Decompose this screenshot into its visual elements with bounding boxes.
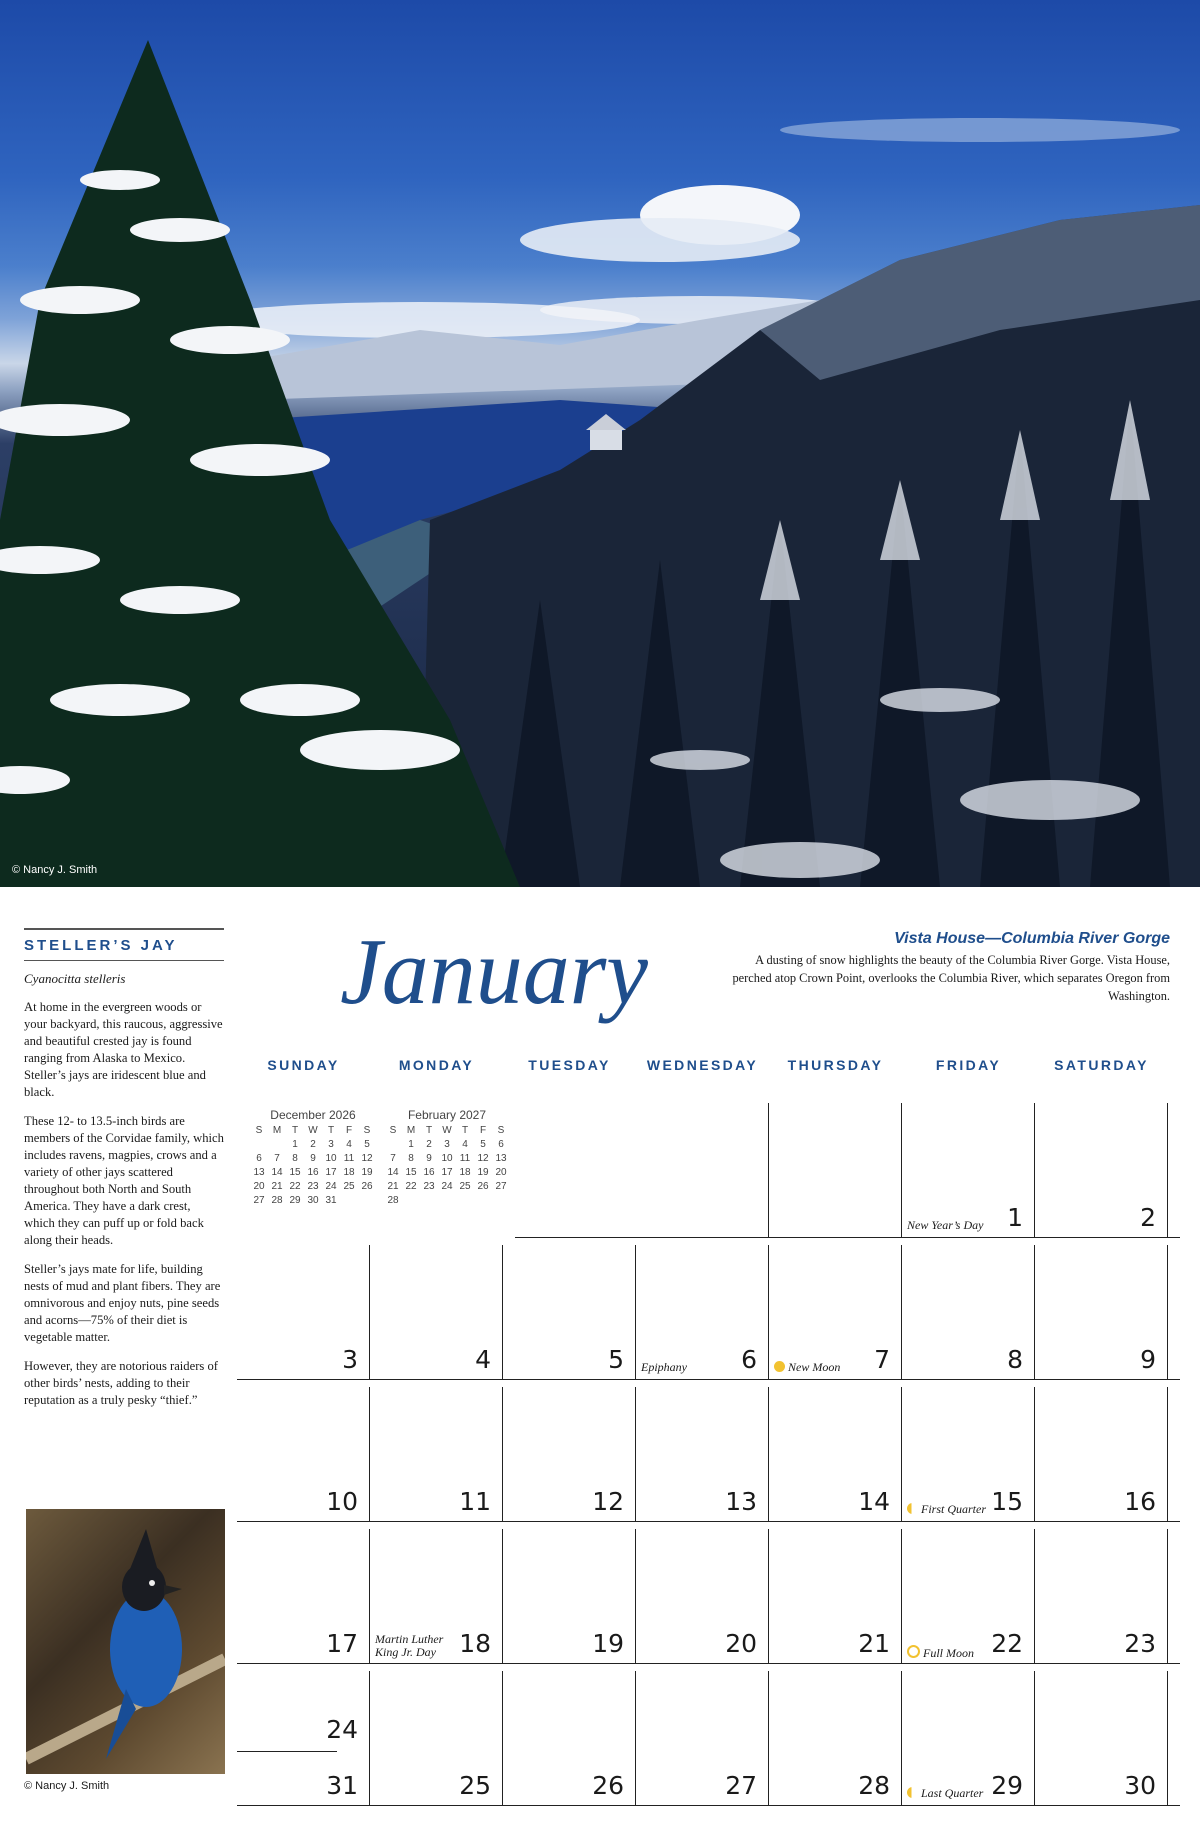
grid-column-line — [768, 1529, 769, 1663]
day-number: 25 — [459, 1771, 491, 1800]
bird-paragraph: These 12- to 13.5-inch birds are members of the Corvidae family, which includes ravens, magpies, crows and a variety of other jays scattered throughout both North and South America. They have a dark crest, which they can puff up or fold back along their heads. — [24, 1114, 224, 1247]
full-moon-icon — [907, 1645, 920, 1658]
mini-weekday: S — [255, 1125, 263, 1136]
grid-column-line — [1034, 1245, 1035, 1379]
day-number: 28 — [858, 1771, 890, 1800]
first-moon-icon — [907, 1503, 918, 1514]
mini-day: 10 — [441, 1153, 453, 1164]
mini-day: 26 — [477, 1181, 489, 1192]
mini-weekday: T — [425, 1125, 433, 1136]
mini-day: 13 — [495, 1153, 507, 1164]
mini-day: 13 — [253, 1167, 265, 1178]
mini-calendar-title: February 2027 — [407, 1108, 487, 1122]
bird-photo-credit: © Nancy J. Smith — [24, 1780, 110, 1792]
mini-day — [420, 1194, 438, 1208]
day-number: 14 — [858, 1487, 890, 1516]
grid-column-line — [1167, 1103, 1168, 1237]
mini-day: 4 — [462, 1139, 468, 1150]
mini-day: 25 — [459, 1181, 471, 1192]
mini-day: 5 — [364, 1139, 370, 1150]
day-event-label: Martin Luther King Jr. Day — [375, 1632, 444, 1659]
mini-day — [340, 1194, 358, 1208]
mini-day: 1 — [292, 1139, 298, 1150]
grid-column-line — [369, 1245, 370, 1379]
grid-column-line — [635, 1671, 636, 1805]
mini-day — [492, 1194, 510, 1208]
mini-weekday: M — [406, 1125, 416, 1136]
mini-day — [402, 1194, 420, 1208]
mini-weekday: S — [363, 1125, 371, 1136]
mini-day: 9 — [426, 1153, 432, 1164]
mini-day: 8 — [408, 1153, 414, 1164]
day-event — [907, 1645, 1017, 1660]
mini-day: 23 — [423, 1181, 435, 1192]
day-number: 24 — [326, 1715, 358, 1744]
bird-name: STELLER’S JAY — [24, 928, 224, 961]
mini-day: 18 — [459, 1167, 471, 1178]
grid-column-line — [1167, 1671, 1168, 1805]
mini-day: 2 — [310, 1139, 316, 1150]
mini-day: 27 — [495, 1181, 507, 1192]
day-number: 7 — [874, 1345, 890, 1374]
landscape-illustration — [0, 0, 1200, 887]
day-number: 27 — [725, 1771, 757, 1800]
mini-day: 30 — [307, 1195, 319, 1206]
landscape-photo — [0, 0, 1200, 887]
grid-column-line — [1034, 1387, 1035, 1521]
mini-day: 14 — [271, 1167, 283, 1178]
grid-column-line — [1034, 1671, 1035, 1805]
mini-day — [456, 1194, 474, 1208]
mini-day: 20 — [495, 1167, 507, 1178]
grid-column-line — [502, 1387, 503, 1521]
grid-column-line — [502, 1245, 503, 1379]
mini-day: 26 — [361, 1181, 373, 1192]
mini-day: 5 — [480, 1139, 486, 1150]
day-number: 30 — [1124, 1771, 1156, 1800]
mini-weekday: S — [389, 1125, 397, 1136]
bird-paragraph: Steller’s jays mate for life, building nests of mud and plant fibers. They are omnivorous and enjoy nuts, pine seeds and acorns—75% of their diet is vegetable matter. — [24, 1262, 221, 1344]
grid-row-line — [237, 1663, 1180, 1664]
mini-day: 18 — [343, 1167, 355, 1178]
photo-credit: © Nancy J. Smith — [12, 864, 98, 876]
grid-column-line — [1167, 1245, 1168, 1379]
day-number: 20 — [725, 1629, 757, 1658]
day-number: 22 — [991, 1629, 1023, 1658]
mini-day: 31 — [325, 1195, 337, 1206]
mini-calendar-next — [384, 1108, 510, 1208]
mini-weekday: T — [461, 1125, 469, 1136]
new-moon-icon — [774, 1361, 785, 1372]
mini-day: 3 — [444, 1139, 450, 1150]
day-number: 16 — [1124, 1487, 1156, 1516]
mini-day — [384, 1138, 402, 1152]
mini-weekday: W — [308, 1125, 318, 1136]
grid-column-line — [635, 1387, 636, 1521]
mini-day: 12 — [361, 1153, 373, 1164]
grid-row-line — [237, 1379, 1180, 1380]
day-number: 9 — [1140, 1345, 1156, 1374]
mini-day: 27 — [253, 1195, 265, 1206]
split-day-line — [237, 1751, 337, 1752]
mini-day: 21 — [387, 1181, 399, 1192]
day-event-label: New Year’s Day — [907, 1218, 984, 1232]
bird-paragraph: At home in the evergreen woods or your backyard, this raucous, aggressive and beautiful crested jay is found ranging from Alaska to Mexico. Steller’s jays are iridescent blue and black. — [24, 1000, 223, 1099]
day-number: 26 — [592, 1771, 624, 1800]
day-number: 2 — [1140, 1203, 1156, 1232]
day-number: 31 — [326, 1771, 358, 1800]
mini-day — [358, 1194, 376, 1208]
grid-column-line — [901, 1103, 902, 1237]
weekday-header-thursday: THURSDAY — [787, 1057, 884, 1073]
mini-weekday: F — [345, 1125, 353, 1136]
grid-row-line — [515, 1237, 1180, 1238]
bird-sidebar — [24, 928, 224, 1409]
photo-caption — [730, 930, 1170, 1005]
day-number: 3 — [342, 1345, 358, 1374]
day-event-label: New Moon — [788, 1360, 841, 1374]
day-number: 21 — [858, 1629, 890, 1658]
bird-latin-name: Cyanocitta stelleris — [24, 971, 126, 986]
mini-day: 22 — [289, 1181, 301, 1192]
day-number: 10 — [326, 1487, 358, 1516]
mini-calendar-grid — [250, 1124, 376, 1208]
day-number: 1 — [1007, 1203, 1023, 1232]
grid-column-line — [901, 1671, 902, 1805]
day-event — [907, 1503, 1017, 1516]
day-event — [641, 1361, 751, 1374]
grid-column-line — [635, 1529, 636, 1663]
weekday-header-tuesday: TUESDAY — [528, 1057, 611, 1073]
grid-row-line — [237, 1521, 1180, 1522]
day-event-label: First Quarter — [921, 1502, 987, 1516]
day-number: 15 — [991, 1487, 1023, 1516]
grid-column-line — [768, 1103, 769, 1237]
day-event — [774, 1361, 884, 1374]
mini-day: 10 — [325, 1153, 337, 1164]
mini-weekday: T — [327, 1125, 335, 1136]
mini-day: 9 — [310, 1153, 316, 1164]
mini-day: 2 — [426, 1139, 432, 1150]
grid-column-line — [901, 1245, 902, 1379]
weekday-header-friday: FRIDAY — [935, 1057, 1002, 1073]
day-number: 6 — [741, 1345, 757, 1374]
weekday-header-monday: MONDAY — [398, 1057, 475, 1073]
day-number: 12 — [592, 1487, 624, 1516]
grid-column-line — [369, 1529, 370, 1663]
mini-day: 6 — [256, 1153, 262, 1164]
mini-day — [268, 1138, 286, 1152]
mini-day: 22 — [405, 1181, 417, 1192]
mini-day: 29 — [289, 1195, 301, 1206]
day-number: 8 — [1007, 1345, 1023, 1374]
day-number: 19 — [592, 1629, 624, 1658]
mini-day: 6 — [498, 1139, 504, 1150]
grid-row-line — [237, 1805, 1180, 1806]
weekday-header-saturday: SATURDAY — [1054, 1057, 1149, 1073]
caption-text: A dusting of snow highlights the beauty of the Columbia River Gorge. Vista House, perched atop Crown Point, overlooks the Columbia River, which separates Oregon from Washington. — [732, 953, 1170, 1003]
mini-day: 8 — [292, 1153, 298, 1164]
grid-column-line — [502, 1671, 503, 1805]
mini-day: 12 — [477, 1153, 489, 1164]
mini-day: 14 — [387, 1167, 399, 1178]
mini-day — [250, 1138, 268, 1152]
mini-weekday: S — [497, 1125, 505, 1136]
day-event-label: Full Moon — [923, 1646, 974, 1660]
mini-day: 7 — [390, 1153, 396, 1164]
grid-column-line — [369, 1671, 370, 1805]
mini-day: 23 — [307, 1181, 319, 1192]
weekday-header-wednesday: WEDNESDAY — [646, 1057, 759, 1073]
mini-day: 16 — [423, 1167, 435, 1178]
mini-weekday: M — [272, 1125, 282, 1136]
mini-day — [474, 1194, 492, 1208]
mini-calendar-grid — [384, 1124, 510, 1208]
day-number: 23 — [1124, 1629, 1156, 1658]
day-event-label: Last Quarter — [921, 1786, 984, 1800]
bird-paragraph: However, they are notorious raiders of other birds’ nests, adding to their reputation as a truly pesky “thief.” — [24, 1359, 218, 1407]
month-title: January — [340, 920, 649, 1024]
grid-column-line — [369, 1387, 370, 1521]
mini-day — [438, 1194, 456, 1208]
day-number: 11 — [459, 1487, 491, 1516]
mini-calendar-previous — [250, 1108, 376, 1208]
day-number: 13 — [725, 1487, 757, 1516]
mini-weekday: T — [291, 1125, 299, 1136]
grid-column-line — [901, 1529, 902, 1663]
mini-day: 17 — [325, 1167, 337, 1178]
bird-photo — [26, 1509, 225, 1774]
day-number: 4 — [475, 1345, 491, 1374]
grid-column-line — [901, 1387, 902, 1521]
last-moon-icon — [907, 1787, 918, 1798]
mini-day: 25 — [343, 1181, 355, 1192]
day-event-label: Epiphany — [641, 1360, 687, 1374]
mini-day: 11 — [459, 1153, 471, 1164]
mini-day: 28 — [387, 1195, 399, 1206]
mini-day: 19 — [361, 1167, 373, 1178]
grid-column-line — [768, 1245, 769, 1379]
grid-column-line — [768, 1387, 769, 1521]
mini-day: 15 — [289, 1167, 301, 1178]
grid-column-line — [1167, 1387, 1168, 1521]
steller-jay-illustration — [26, 1509, 225, 1774]
mini-weekday: F — [479, 1125, 487, 1136]
mini-day: 24 — [325, 1181, 337, 1192]
grid-column-line — [1034, 1529, 1035, 1663]
weekday-header-sunday: SUNDAY — [267, 1057, 340, 1073]
day-number: 29 — [991, 1771, 1023, 1800]
mini-day: 21 — [271, 1181, 283, 1192]
mini-day: 20 — [253, 1181, 265, 1192]
mini-day: 11 — [343, 1153, 355, 1164]
mini-day: 17 — [441, 1167, 453, 1178]
grid-column-line — [502, 1529, 503, 1663]
mini-day: 1 — [408, 1139, 414, 1150]
mini-day: 4 — [346, 1139, 352, 1150]
mini-day: 24 — [441, 1181, 453, 1192]
day-number: 5 — [608, 1345, 624, 1374]
grid-column-line — [1167, 1529, 1168, 1663]
grid-column-line — [1034, 1103, 1035, 1237]
caption-title: Vista House—Columbia River Gorge — [894, 930, 1170, 947]
day-event — [907, 1787, 1017, 1800]
day-number: 18 — [459, 1629, 491, 1658]
day-event — [907, 1219, 1017, 1232]
mini-day: 19 — [477, 1167, 489, 1178]
grid-column-line — [768, 1671, 769, 1805]
day-event — [375, 1633, 455, 1659]
mini-weekday: W — [442, 1125, 452, 1136]
mini-day: 3 — [328, 1139, 334, 1150]
mini-day: 16 — [307, 1167, 319, 1178]
day-number: 17 — [326, 1629, 358, 1658]
mini-day: 15 — [405, 1167, 417, 1178]
grid-column-line — [635, 1245, 636, 1379]
mini-day: 7 — [274, 1153, 280, 1164]
mini-day: 28 — [271, 1195, 283, 1206]
mini-calendar-title: December 2026 — [270, 1108, 356, 1122]
